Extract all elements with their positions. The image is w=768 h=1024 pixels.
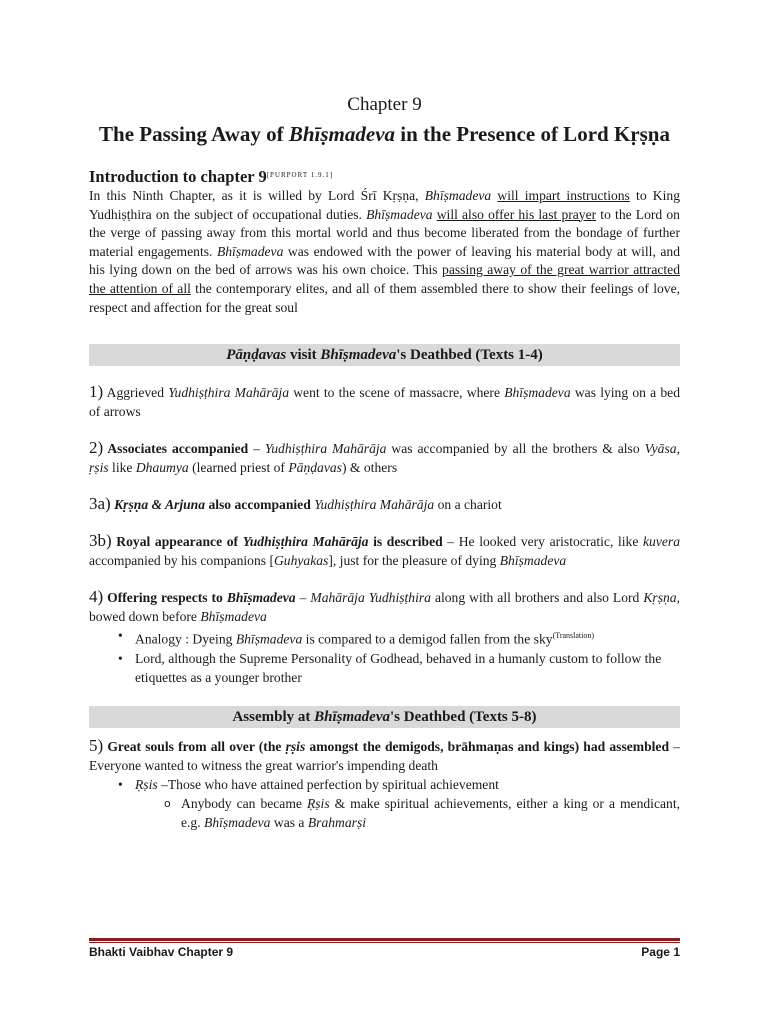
item-heading: Associates accompanied — [103, 441, 249, 457]
item-number: 3b) — [89, 531, 112, 551]
text-run-italic: Guhyakas — [273, 553, 329, 569]
banner-text: Assembly at — [232, 708, 315, 725]
text-run: was endowed with the power of leaving his material body at will, and his lying down on the bed of arrows was his own choice. This — [89, 243, 680, 278]
title-part-italic: Bhīṣmadeva — [288, 122, 396, 146]
text-run: Lord, although the Supreme Personality of Godhead, behaved in a humanly custom to follow the etiquettes as a younger brother — [135, 650, 662, 685]
text-run-italic: Vyāsa — [644, 441, 677, 457]
title-part: The Passing Away of — [99, 122, 289, 146]
banner-text: 's Deathbed (Texts 1-4) — [396, 347, 543, 364]
item-number: 2) — [89, 438, 104, 458]
text-run: accompanied by his companions [ — [89, 553, 274, 569]
list-item — [135, 649, 680, 687]
chapter-title — [89, 120, 680, 149]
text-run: – Everyone wanted to witness the great warrior's impending death — [89, 738, 680, 773]
footer-rule-thin — [89, 942, 680, 943]
text-run: the contemporary elites, and all of them assembled there to show their feelings of love, respect and affection for the great soul — [89, 280, 681, 315]
text-run-italic: ṛṣis — [89, 460, 109, 476]
item-4 — [89, 587, 680, 626]
text-run-italic: Bhīṣmadeva — [216, 243, 284, 259]
text-run-italic: Bhīṣmadeva — [499, 553, 567, 569]
page-number: Page 1 — [641, 945, 680, 959]
item-heading: is described — [368, 534, 443, 550]
text-run: In this Ninth Chapter, as it is willed by Lord Śrī Kṛṣṇa, — [89, 188, 425, 203]
banner-text-italic: Bhīṣmadeva — [314, 708, 390, 725]
sub-list-item — [181, 794, 680, 832]
text-run: – — [248, 441, 265, 457]
page-footer — [89, 945, 680, 963]
text-run-italic: Mahārāja Yudhiṣṭhira — [310, 590, 431, 606]
item-heading-italic: Kṛṣṇa & Arjuna — [110, 497, 206, 513]
text-run: & make spiritual achievements, either a king or a mendicant, e.g. — [181, 795, 680, 830]
text-run-italic: Yudhiṣṭhira Mahārāja — [168, 385, 290, 401]
item-heading-italic: Yudhiṣṭhira Mahārāja — [242, 534, 369, 550]
text-run: along with all brothers and also Lord — [430, 590, 644, 606]
underlined-text: passing away of the great warrior attracted the attention of all — [89, 262, 680, 296]
item-number: 1) — [89, 382, 104, 402]
section-banner-1 — [89, 344, 680, 366]
item-number: 5) — [89, 735, 104, 755]
banner-text-italic: Pāṇḍavas — [226, 347, 287, 364]
intro-heading-text: Introduction to chapter 9 — [89, 167, 267, 186]
section-banner-2 — [89, 706, 680, 728]
banner-text-italic: Bhīṣmadeva — [320, 347, 397, 364]
text-run: ) & others — [341, 460, 398, 476]
text-run: Anybody can became — [181, 795, 307, 811]
text-run-italic: kuvera — [643, 534, 681, 550]
text-run-italic: Ṛṣis — [135, 776, 158, 792]
text-run-italic: Bhīṣmadeva — [504, 385, 571, 401]
text-run-italic: Ṛṣis — [306, 795, 330, 811]
text-run-italic: Bhīṣmadeva — [235, 631, 303, 647]
text-run: went to the scene of massacre, where — [289, 385, 505, 401]
text-run-italic: Bhīṣmadeva — [366, 206, 433, 222]
text-run: was lying on a bed of arrows — [89, 385, 681, 420]
item-2 — [89, 438, 680, 477]
text-run-italic: Bhīṣmadeva — [204, 814, 271, 830]
item-3a — [89, 494, 680, 514]
item-1 — [89, 382, 680, 421]
list-item — [135, 626, 680, 649]
text-run-italic: Brahmarṣi — [307, 814, 367, 830]
text-run: (learned priest of — [188, 460, 289, 476]
text-run-italic: Kṛṣṇa — [643, 590, 677, 606]
text-run: to the Lord on the verge of passing away from this mortal world and thus become liberated from the bondage of further material engagements. — [89, 206, 680, 259]
item-4-bullets — [89, 626, 680, 687]
text-run: – He looked very aristocratic, like — [442, 534, 644, 550]
banner-text: 's Deathbed (Texts 5-8) — [389, 708, 537, 725]
text-run: , — [676, 441, 680, 457]
underlined-text: will also offer his last prayer — [436, 206, 597, 222]
text-run-italic: Yudhiṣṭhira Mahārāja — [264, 441, 387, 457]
text-run: –Those who have attained perfection by spiritual achievement — [157, 776, 499, 792]
text-run-italic: Bhīṣmadeva — [200, 609, 267, 625]
text-run: ], just for the pleasure of dying — [328, 553, 500, 569]
text-run: Aggrieved — [103, 385, 169, 401]
banner-text: visit — [286, 347, 321, 364]
item-3b — [89, 531, 680, 570]
text-run: Analogy : Dyeing — [135, 631, 236, 647]
text-run-italic: Yudhiṣṭhira Mahārāja — [314, 497, 435, 513]
underlined-text: will impart instructions — [497, 188, 630, 203]
chapter-number: Chapter 9 — [347, 94, 422, 115]
item-5 — [89, 736, 680, 775]
text-run: was a — [270, 814, 308, 830]
title-part: in the Presence of Lord Kṛṣṇa — [395, 122, 670, 146]
text-run: – — [295, 590, 311, 606]
item-heading: amongst the demigods, brāhmaṇas and kings) had assembled — [305, 738, 670, 754]
item-heading: Royal appearance of — [111, 534, 243, 550]
item-number: 3a) — [89, 494, 111, 514]
purport-reference: [PURPORT 1.9.1] — [266, 171, 334, 179]
sub-list — [135, 794, 680, 832]
footer-rule — [89, 938, 680, 941]
item-heading: also accompanied — [205, 497, 315, 513]
text-run-italic: Dhaumya — [135, 460, 189, 476]
text-run: , bowed down before — [89, 590, 680, 625]
footer-title: Bhakti Vaibhav Chapter 9 — [89, 945, 234, 959]
translation-reference: (Translation) — [552, 631, 595, 641]
text-run: was accompanied by all the brothers & also — [386, 441, 645, 457]
text-run: like — [108, 460, 136, 476]
item-number: 4) — [89, 587, 104, 607]
item-heading-italic: ṛṣis — [285, 738, 306, 754]
text-run-italic: Pāṇḍavas — [288, 460, 342, 476]
text-run-italic: Bhīṣmadeva — [424, 188, 492, 203]
text-run: on a chariot — [434, 497, 502, 513]
document-page — [89, 88, 680, 832]
intro-heading — [89, 167, 680, 187]
item-heading-italic: Bhīṣmadeva — [226, 590, 296, 606]
text-run: to King Yudhiṣṭhira on the subject of occupational duties. — [89, 188, 680, 222]
item-heading: Great souls from all over (the — [103, 738, 286, 754]
list-item — [135, 775, 680, 832]
item-5-bullets — [89, 775, 680, 832]
item-heading: Offering respects to — [103, 590, 227, 606]
intro-paragraph — [89, 187, 680, 317]
text-run: is compared to a demigod fallen from the sky — [302, 631, 553, 647]
